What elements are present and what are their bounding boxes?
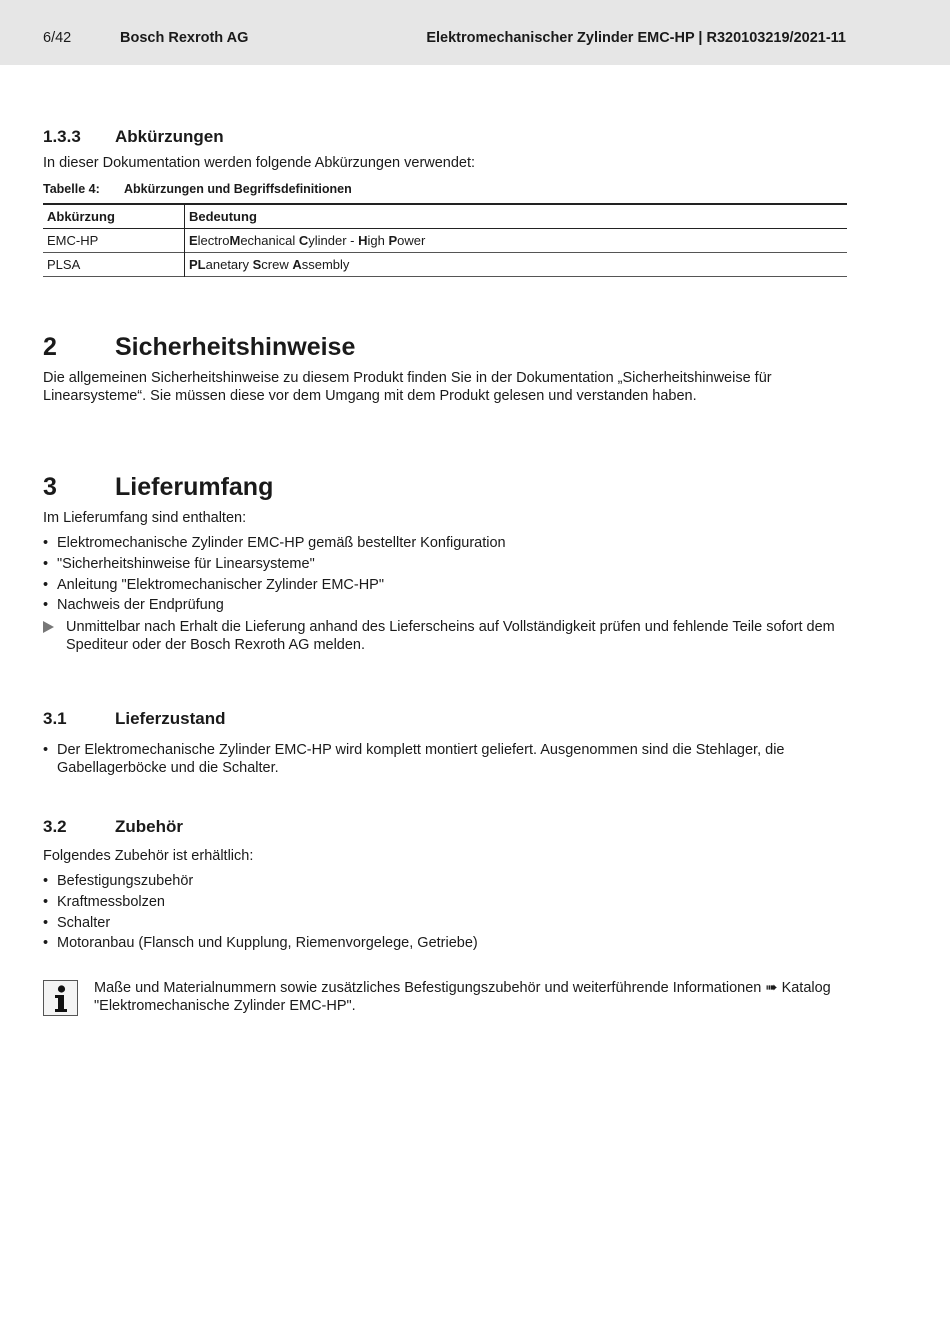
list-item: • "Sicherheitshinweise für Linearsysteme": [43, 555, 315, 572]
list-item: • Motoranbau (Flansch und Kupplung, Riemenvorgelege, Getriebe): [43, 935, 478, 952]
delivery-list: [43, 534, 849, 617]
bullet-icon: •: [43, 555, 49, 572]
section-title: Abkürzungen: [115, 127, 224, 146]
table-caption-text: Abkürzungen und Begriffsdefinitionen: [124, 182, 352, 196]
table-header-row: [43, 204, 847, 229]
section-intro: Im Lieferumfang sind enthalten:: [43, 510, 247, 526]
list-item: • Der Elektromechanische Zylinder EMC-HP wird komplett montiert geliefert. Ausgenommen sind die Stehlager, die Gabellagerböcke und die Schalter.: [43, 742, 785, 776]
section-heading-2: [43, 332, 849, 362]
section-number: 2: [43, 333, 57, 361]
section-number: 3.2: [43, 817, 67, 836]
section-intro: Folgendes Zubehör ist erhältlich:: [43, 848, 254, 864]
section-title: Lieferumfang: [115, 473, 274, 501]
abbreviation-cell: EMC-HP: [43, 229, 185, 253]
table-caption: [43, 181, 849, 197]
document-title: Elektromechanischer Zylinder EMC-HP | R320103219/2021-11: [426, 30, 846, 46]
list-item: • Befestigungszubehör: [43, 873, 194, 889]
section-number: 1.3.3: [43, 127, 81, 146]
section-text: Die allgemeinen Sicherheitshinweise zu diesem Produkt finden Sie in der Dokumentation „Sicherheitshinweise für Linearsysteme“. Sie müssen diese vor dem Umgang mit dem Produkt gelesen und verstanden haben.: [43, 370, 772, 404]
accessory-list: [43, 872, 849, 955]
section-heading-3: [43, 472, 849, 502]
bullet-icon: •: [43, 597, 49, 614]
meaning-cell: ElectroMechanical Cylinder - High Power: [189, 233, 426, 248]
table-caption-label: Tabelle 4:: [43, 182, 100, 196]
company-name: Bosch Rexroth AG: [120, 30, 249, 46]
section-heading-3-2: [43, 817, 849, 837]
section-heading-3-1: [43, 709, 849, 729]
instruction-step: [43, 618, 851, 654]
column-header-meaning: Bedeutung: [189, 209, 257, 224]
meaning-cell: PLanetary Screw Assembly: [189, 257, 350, 272]
section-number: 3: [43, 473, 57, 501]
list-item: • Schalter: [43, 914, 111, 931]
bullet-icon: •: [43, 873, 49, 889]
section-title: Lieferzustand: [115, 709, 226, 728]
bullet-icon: •: [43, 742, 49, 758]
abbreviation-table: [43, 203, 847, 277]
step-triangle-icon: [43, 621, 54, 633]
table-body: [43, 229, 847, 277]
bullet-icon: •: [43, 935, 49, 952]
delivery-state-list: [43, 741, 843, 780]
table-row: [43, 229, 847, 253]
bullet-icon: •: [43, 893, 49, 910]
table-row: [43, 253, 847, 277]
section-number: 3.1: [43, 709, 67, 728]
page-number: 6/42: [43, 30, 72, 46]
info-note-text: Maße und Materialnummern sowie zusätzliches Befestigungszubehör und weiterführende Informationen ➠ Katalog "Elektromechanische Zylinder EMC-HP".: [94, 980, 831, 1014]
bullet-icon: •: [43, 535, 49, 551]
page-header: [0, 0, 950, 65]
column-header-abbreviation: Abkürzung: [43, 204, 185, 229]
abbreviation-cell: PLSA: [43, 253, 185, 277]
bullet-icon: •: [43, 576, 49, 593]
step-text: Unmittelbar nach Erhalt die Lieferung anhand des Lieferscheins auf Vollständigkeit prüfen und fehlende Teile sofort dem Spediteur oder der Bosch Rexroth AG melden.: [66, 619, 835, 653]
section-title: Sicherheitshinweise: [115, 333, 356, 361]
info-icon: [43, 980, 78, 1016]
list-item: • Kraftmessbolzen: [43, 893, 165, 910]
list-item: • Nachweis der Endprüfung: [43, 597, 224, 614]
section-title: Zubehör: [115, 817, 183, 836]
section-intro: In dieser Dokumentation werden folgende Abkürzungen verwendet:: [43, 155, 476, 171]
section-heading-1-3-3: [43, 127, 849, 147]
list-item: • Elektromechanische Zylinder EMC-HP gemäß bestellter Konfiguration: [43, 535, 506, 551]
list-item: • Anleitung "Elektromechanischer Zylinder EMC-HP": [43, 576, 385, 593]
bullet-icon: •: [43, 914, 49, 931]
